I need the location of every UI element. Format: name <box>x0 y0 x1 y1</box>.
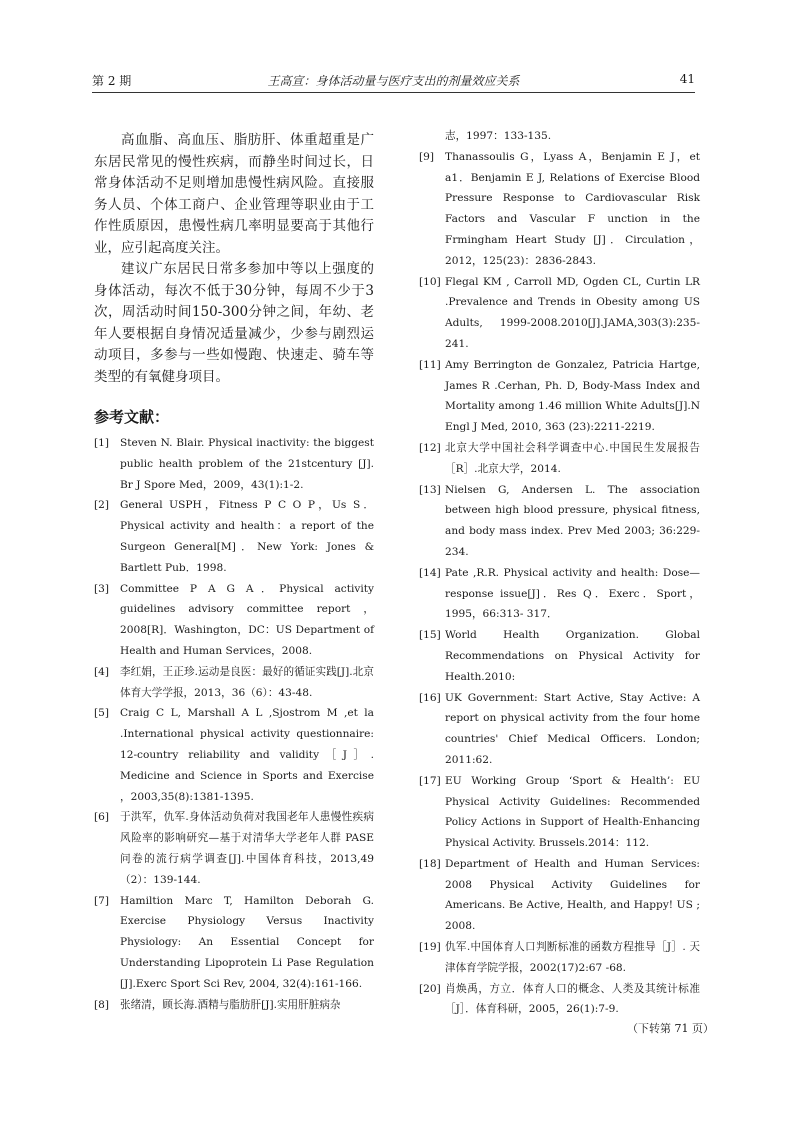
reference-item: [20] 肖焕禹，方立．体育人口的概念、人类及其统计标准［J］．体育科研，2005，26(1):7-9. <box>419 982 700 1016</box>
reference-item: [2] General USPH，Fitness P C O P，Us S．Physical activity and health：a report of the Surgeon General[M]．New York: Jones & Bartlett Pub．1998. <box>94 499 374 574</box>
left-column <box>94 130 374 1015</box>
reference-item: [9] Thanassoulis G，Lyass A，Benjamin E J，et a1．Benjamin E J, Relations of Exercise Blood Pressure Response to Cardiovascular Risk Factors and Vascular F unction in the Frmingham Heart Study [J]．Circulation，2012，125(23)：2836-2843. <box>419 150 700 267</box>
body-paragraph-1: 高血脂、高血压、脂肪肝、体重超重是广东居民常见的慢性疾病，而静坐时间过长，日常身体活动不足则增加患慢性病风险。直接服务人员、个体工商户、企业管理等职业由于工作性质原因，患慢性病几率明显要高于其他行业，应引起高度关注。 <box>94 132 374 256</box>
reference-item: [12] 北京大学中国社会科学调查中心.中国民生发展报告［R］.北京大学，2014. <box>419 441 700 475</box>
reference-item: [8] 张绪清，顾长海.酒精与脂肪肝[J].实用肝脏病杂 <box>94 998 341 1011</box>
reference-item: [4] 李红娟，王正珍.运动是良医：最好的循证实践[J].北京体育大学学报，2013，36（6）：43-48. <box>94 665 374 699</box>
reference-item: [14] Pate ,R.R. Physical activity and health: Dose—response issue[J]．Res Q．Exerc．Sport，1995，66:313- 317． <box>419 566 700 621</box>
reference-item: [5] Craig C L, Marshall A L ,Sjostrom M ,et la .International physical activity questionnaire: 12-country reliability and validity［J］. Medicine and Science in Sports and Exercise ，2003,35(8):1381-1395. <box>94 707 374 803</box>
running-title: 王高宣：身体活动量与医疗支出的剂量效应关系 <box>267 74 520 88</box>
reference-continuation: 志，1997：133-135. <box>445 130 552 142</box>
issue-number: 第 2 期 <box>92 74 132 88</box>
reference-item: [6] 于洪军，仇军.身体活动负荷对我国老年人患慢性疾病风险率的影响研究—基于对清华大学老年人群 PASE 问卷的流行病学调查[J].中国体育科技，2013,49（2）：139-144. <box>94 811 374 886</box>
reference-item: [1] Steven N. Blair. Physical inactivity: the biggest public health problem of the 21stcentury [J]. Br J Spore Med，2009，43(1):1-2. <box>94 437 374 491</box>
reference-item: [18] Department of Health and Human Services: 2008 Physical Activity Guidelines for Americans. Be Active, Health, and Happy! US ; 2008. <box>419 857 700 933</box>
reference-item: [10] Flegal KM , Carroll MD, Ogden CL, Curtin LR .Prevalence and Trends in Obesity among US Adults, 1999-2008.2010[J].JAMA,303(3):235-241. <box>419 275 700 350</box>
references-list-left <box>94 433 374 1015</box>
reference-item: [7] Hamiltion Marc T, Hamilton Deborah G. Exercise Physiology Versus Inactivity Physiology: An Essential Concept for Understanding Lipoprotein Li Pase Regulation [J].Exerc Sport Sci Rev, 2004, 32(4):161-166. <box>94 894 374 990</box>
reference-item: [17] EU Working Group ‘Sport & Health’: EU Physical Activity Guidelines: Recommended Policy Actions in Support of Health-Enhancing Physical Activity. Brussels.2014：112. <box>419 774 700 850</box>
references-heading: 参考文献： <box>94 408 170 426</box>
right-column <box>419 130 700 1020</box>
reference-item: [19] 仇军.中国体育人口判断标准的函数方程推导［J］. 天津体育学院学报，2002(17)2:67 -68. <box>419 941 700 974</box>
reference-item: [11] Amy Berrington de Gonzalez, Patricia Hartge, James R .Cerhan, Ph. D, Body-Mass Index and Mortality among 1.46 million White Adults[J].N Engl J Med, 2010, 363 (23):2211-2219. <box>419 358 700 434</box>
reference-item: [3] Committee P A G A．Physical activity guidelines advisory committee report ，2008[R]．Washington，DC：US Department of Health and Human Services，2008. <box>94 582 374 657</box>
reference-item: [16] UK Government: Start Active, Stay Active: A report on physical activity from the four home countries' Chief Medical Officers. London; 2011:62. <box>419 691 700 766</box>
page-number: 41 <box>679 72 695 86</box>
reference-item: [15] World Health Organization. Global Recommendations on Physical Activity for Health.2010: <box>419 629 700 683</box>
body-paragraph-2: 建议广东居民日常多参加中等以上强度的身体活动，每次不低于30分钟，每周不少于3次，周活动时间150-300分钟之间，年幼、老年人要根据自身情况适量减少，少参与剧烈运动项目，多参与一些如慢跑、快速走、骑车等类型的有氧健身项目。 <box>94 261 374 385</box>
reference-item: [13] Nielsen G, Andersen L. The association between high blood pressure, physical fitness, and body mass index. Prev Med 2003; 36:229-234. <box>419 483 700 558</box>
running-header <box>92 70 695 93</box>
continuation-note: （下转第 71 页） <box>627 1022 714 1035</box>
references-list-right <box>419 147 700 1020</box>
